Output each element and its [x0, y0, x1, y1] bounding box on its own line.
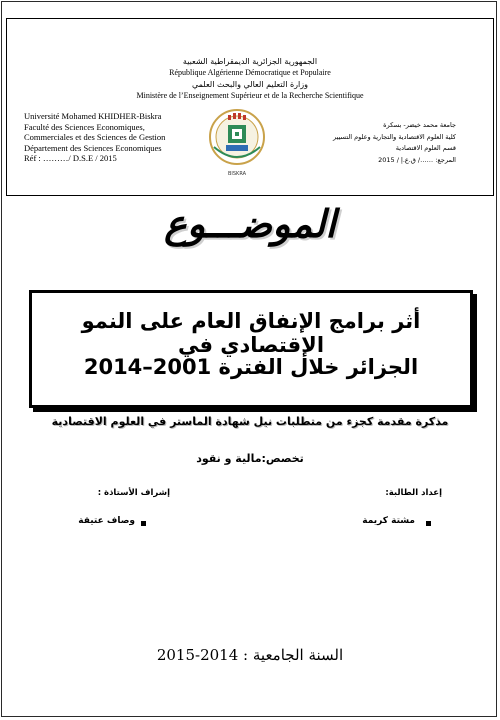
faculty-name-fr: Faculté des Sciences Economiques,: [24, 121, 145, 132]
thesis-title-box: [29, 290, 473, 408]
supervisor-label: إشراف الأستاذة :: [97, 488, 170, 498]
student-bullet: [426, 521, 431, 526]
faculty-name-ar: كلية العلوم الاقتصادية والتجارية وعلوم التسيير: [333, 132, 456, 141]
reference-ar: المرجع: ……/ ق.ع.إ / 2015: [378, 155, 456, 164]
department-name-ar: قسم العلوم الاقتصادية: [395, 144, 456, 152]
faculty-name-fr-2: Commerciales et des Sciences de Gestion: [24, 132, 166, 142]
reference-fr: Réf : ………/ D.S.E / 2015: [24, 153, 117, 163]
university-name-ar: جامعة محمد خيضر- بسكرة: [383, 121, 456, 129]
student-name: مشتة كريمة: [362, 516, 415, 526]
fr-republic-line: République Algérienne Démocratique et Populaire: [169, 68, 331, 77]
svg-text:BISKRA: BISKRA: [227, 171, 247, 177]
university-fr-block: [24, 111, 165, 164]
student-label: إعداد الطالبة:: [385, 488, 442, 498]
ar-republic-line: الجمهورية الجزائرية الديمقراطية الشعبية: [182, 57, 318, 66]
university-name-fr: Université Mohamed KHIDHER-Biskra: [24, 111, 162, 121]
department-name-fr: Département des Sciences Economiques: [24, 142, 162, 153]
specialization: تخصص:مالية و نقود: [196, 452, 304, 465]
fr-ministry-line: Ministère de l’Enseignement Supérieur et de la Recherche Scientifique: [136, 91, 364, 100]
academic-year: السنة الجامعية : 2014-2015: [156, 646, 344, 664]
supervisor-name: وصاف عتيقة: [78, 516, 135, 526]
memo-description: مذكرة مقدمة كجزء من متطلبات نيل شهادة الماستر في العلوم الاقتصادية: [51, 415, 449, 428]
thesis-title-line-2: الجزائر خلال الفترة 2001–2014: [83, 355, 419, 379]
university-ar-block: [306, 120, 456, 166]
supervisor-bullet: [141, 521, 146, 526]
thesis-title-line-1: أثر برامج الإنفاق العام على النمو الإقتصادي في: [81, 309, 421, 357]
subject-heading: الموضـــوع: [164, 202, 336, 246]
ar-ministry-line: وزارة التعليم العالي والبحث العلمي: [192, 80, 308, 89]
university-logo: [208, 107, 266, 181]
